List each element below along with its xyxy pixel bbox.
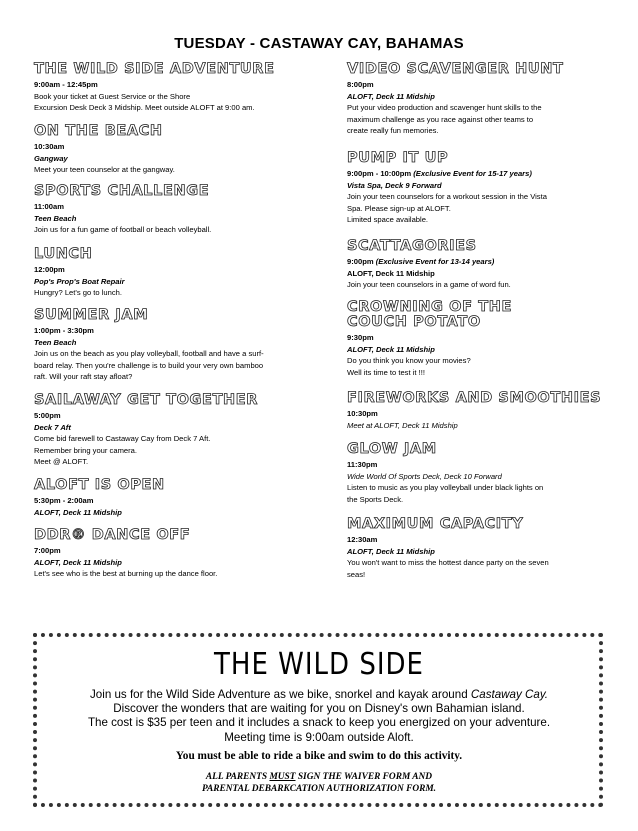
event-title: PUMP IT UP [347,150,449,166]
event-location: Teen Beach [34,213,77,223]
event-time: 10:30am [34,142,65,151]
event-location: Pop's Prop's Boat Repair [34,276,125,286]
wild-side-body-line: The cost is $35 per teen and it includes a snack to keep you energized on your adventure. [87,716,551,730]
event-sports-challenge [34,184,211,236]
event-title: DDR® DANCE OFF [34,527,191,543]
wild-side-body-line: Meeting time is 9:00am outside Aloft. [224,730,414,744]
event-title: GLOW JAM [347,441,437,457]
wild-side-requirement: You must be able to ride a bike and swim to do this activity. [175,750,463,762]
event-title: SAILAWAY GET TOGETHER [34,392,259,408]
event-title: VIDEO SCAVENGER HUNT [347,61,564,77]
event-desc: You won't want to miss the hottest dance party on the seven [347,558,549,568]
event-desc: Do you think you know your movies? [347,356,471,366]
event-desc: Hungry? Let's go to lunch. [34,288,122,298]
event-desc: Limited space available. [347,215,429,225]
event-title: ALOFT IS OPEN [34,477,165,493]
event-desc: Meet @ ALOFT. [34,457,89,467]
event-desc: Excursion Desk Deck 3 Midship. Meet outside ALOFT at 9:00 am. [34,103,255,113]
event-time: 1:00pm - 3:30pm [34,326,94,335]
event-age-note: (Exclusive Event for 13-14 years) [375,257,495,266]
event-title: FIREWORKS AND SMOOTHIES [347,390,602,406]
event-title: CROWNING OF THE COUCH POTATO [347,299,512,330]
event-aloft-open [34,478,165,518]
event-summer-jam [34,308,264,383]
event-crowning-couch-potato [347,300,557,378]
event-ddr-dance-off [34,528,217,580]
event-location: ALOFT, Deck 11 Midship [34,557,122,567]
event-video-scavenger-hunt [347,62,563,137]
wild-side-body-line: Join us for the Wild Side Adventure as we bike, snorkel and kayak around Castaway Cay. [90,688,548,701]
event-time: 11:00am [34,202,64,211]
event-desc: Join us on the beach as you play volleyball, football and have a surf- [34,349,264,359]
event-time: 7:00pm [34,546,61,555]
event-desc: raft. Will your raft stay afloat? [34,372,133,382]
event-location: ALOFT, Deck 11 Midship [347,546,435,556]
event-location: ALOFT, Deck 11 Midship [34,507,122,517]
event-desc: maximum challenge as you race against other teams to [347,114,534,124]
event-desc: Meet your teen counselor at the gangway. [34,165,175,175]
event-time: 11:30pm [347,460,378,469]
event-desc: Listen to music as you play volleyball under black lights on [347,483,544,493]
event-time: 9:30pm [347,333,374,342]
event-title: SUMMER JAM [34,307,149,323]
event-age-note: (Exclusive Event for 15-17 years) [413,169,532,178]
event-title: ON THE BEACH [34,123,163,139]
event-title: THE WILD SIDE ADVENTURE [34,61,275,77]
event-time: 12:30am [347,535,378,544]
event-location: ALOFT, Deck 11 Midship [347,344,435,354]
event-time: 12:00pm [34,265,65,274]
event-desc: Let's see who is the best at burning up the dance floor. [34,569,218,579]
event-time: 5:30pm - 2:00am [34,496,94,505]
event-location: Teen Beach [34,337,77,347]
event-location: Meet at ALOFT, Deck 11 Midship [347,420,458,430]
event-time: 9:00pm [347,257,374,266]
event-sailaway [34,393,258,468]
event-maximum-capacity [347,517,549,580]
event-pump-it-up [347,151,547,226]
event-desc: Spa. Please sign-up at ALOFT. [347,203,451,213]
wild-side-box-body [40,688,598,745]
event-title: LUNCH [34,246,93,262]
event-time: 9:00am - 12:45pm [34,80,98,89]
event-location: Gangway [34,153,68,163]
event-location: Wide World Of Sports Deck, Deck 10 Forward [347,471,502,481]
event-desc: Remember bring your camera. [34,445,137,455]
event-time: 10:30pm [347,409,378,418]
event-desc: Come bid farewell to Castaway Cay from Deck 7 Aft. [34,434,211,444]
event-desc: Well its time to test it !!! [347,367,425,377]
wild-side-box-title: THE WILD SIDE [214,647,424,683]
event-wild-side-adventure [34,62,275,114]
event-desc: Join your teen counselors for a workout session in the Vista [347,192,547,202]
event-desc: the Sports Deck. [347,494,404,504]
event-desc: Put your video production and scavenger hunt skills to the [347,103,542,113]
event-time: 9:00pm - 10:00pm [347,169,412,178]
event-desc: board relay. Then you're challenge is to build your very own bamboo [34,360,264,370]
event-location: Vista Spa, Deck 9 Forward [347,180,442,190]
event-title: MAXIMUM CAPACITY [347,516,524,532]
event-desc: create really fun memories. [347,126,439,136]
event-time: 8:00pm [347,80,374,89]
event-lunch [34,247,125,299]
event-time: 5:00pm [34,411,61,420]
wild-side-body-line: Discover the wonders that are waiting for you on Disney's own Bahamian island. [113,702,525,716]
event-desc: Book your ticket at Guest Service or the Shore [34,91,191,101]
event-on-the-beach [34,124,175,176]
event-glow-jam [347,442,543,505]
event-desc: Join your teen counselors in a game of word fun. [347,280,511,290]
event-desc: Join us for a fun game of football or beach volleyball. [34,225,212,235]
event-location: ALOFT, Deck 11 Midship [347,91,435,101]
wild-side-waiver-note: ALL PARENTS MUST SIGN THE WAIVER FORM AND PARENTAL DEBARKCATION AUTHORIZATION FORM. [201,772,437,794]
event-title: SCATTAGORIES [347,238,477,254]
event-desc: seas! [347,569,366,579]
page-title: TUESDAY - CASTAWAY CAY, BAHAMAS [174,35,464,52]
event-title: SPORTS CHALLENGE [34,183,210,199]
event-location: Deck 7 Aft [34,422,71,432]
event-location: ALOFT, Deck 11 Midship [347,268,435,278]
event-fireworks-smoothies [347,391,601,431]
event-scattagories [347,239,511,291]
